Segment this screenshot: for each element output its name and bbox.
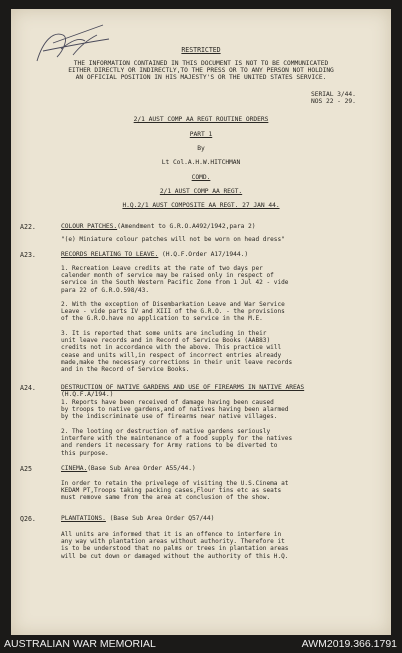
footer-accession-number: AWM2019.366.1791: [301, 638, 397, 650]
item-heading: DESTRUCTION OF NATIVE GARDENS AND USE OF FIREARMS IN NATIVE AREAS: [61, 384, 305, 391]
item-number: A24.: [20, 384, 36, 392]
item-number: A25: [20, 465, 32, 473]
item-reference: (H.Q.F.A/194.): [61, 391, 114, 398]
item-paragraph: All units are informed that it is an offence to interfere in any way with plantation areas without authority. Therefore it is to be understood that no palms or trees in plantation areas will be cut down or damaged without the authority of this H.Q.: [61, 531, 289, 560]
item-number: Q26.: [20, 515, 36, 523]
item-paragraph: 2. With the exception of Disembarkation Leave and War Service Leave - vide parts IV and XIII of the G.R.O. - the provisions of the G.R.O.have no application to service in the M.E.: [61, 301, 285, 323]
document-page: [11, 9, 391, 635]
item-heading-line: CINEMA.(Base Sub Area Order A55/44.): [61, 465, 196, 472]
warning-line-3: AN OFFICIAL POSITION IN HIS MAJESTY'S OR THE UNITED STATES SERVICE.: [75, 74, 327, 81]
item-number: A22.: [20, 223, 36, 231]
item-heading-line: COLOUR PATCHES.(Amendment to G.R.O.A492/1942,para 2): [61, 223, 256, 230]
by-label: By: [197, 145, 205, 152]
warning-line-2: EITHER DIRECTLY OR INDIRECTLY,TO THE PRESS OR TO ANY PERSON NOT HOLDING: [68, 67, 334, 74]
item-heading-line: PLANTATIONS. (Base Sub Area Order Q57/44): [61, 515, 215, 522]
unit-name: 2/1 AUST COMP AA REGT.: [159, 188, 243, 195]
classification: RESTRICTED: [181, 46, 221, 54]
item-paragraph: 3. It is reported that some units are including in their unit leave records and in Record of Service Books (AAB83) credits not in accordance with the above. This practice will cease and units will,in respect of incorrect entries already made,make the necessary corrections in their unit leave records and in the Record of Service Books.: [61, 330, 293, 374]
warning-line-1: THE INFORMATION CONTAINED IN THIS DOCUMENT IS NOT TO BE COMMUNICATED: [73, 60, 329, 67]
item-heading-line: RECORDS RELATING TO LEAVE. (H.Q.F.Order A17/1944.): [61, 251, 249, 258]
officer-name: Lt Col.A.H.W.HITCHMAN: [161, 159, 241, 166]
footer-bar: [0, 635, 402, 653]
footer-credit: AUSTRALIAN WAR MEMORIAL: [4, 638, 156, 650]
order-numbers: NOS 22 - 29.: [311, 98, 356, 105]
item-number: A23.: [20, 251, 36, 259]
command-label: COMD.: [191, 174, 211, 181]
item-paragraph: 2. The looting or destruction of native gardens seriously interfere with the maintenance of a food supply for the natives and renders it necessary for Army rations to be diverted to this purpose.: [61, 428, 293, 457]
headquarters-date: H.Q.2/1 AUST COMPOSITE AA REGT. 27 JAN 44.: [122, 202, 280, 209]
serial-number: SERIAL 3/44.: [311, 91, 356, 98]
part-label: PART 1: [189, 131, 213, 138]
item-paragraph: "(e) Miniature colour patches will not be worn on head dress": [61, 236, 285, 243]
document-title: 2/1 AUST COMP AA REGT ROUTINE ORDERS: [133, 116, 269, 123]
item-paragraph: 1. Recreation Leave credits at the rate of two days per calender month of service may be raised only in respect of service in the South Western Pacific Zone from 1 Jul 42 - vide para 22 of G.R.O.598/43.: [61, 265, 289, 294]
item-paragraph: In order to retain the privelege of visiting the U.S.Cinema at KEDAM PT,Troops taking packing cases,Flour tins etc as seats must remove same from the area at conclusion of the show.: [61, 480, 289, 502]
item-paragraph: 1. Reports have been received of damage having been caused by troops to native gardens,and of natives having been alarmed by the indiscriminate use of firearms near native villages.: [61, 399, 289, 421]
